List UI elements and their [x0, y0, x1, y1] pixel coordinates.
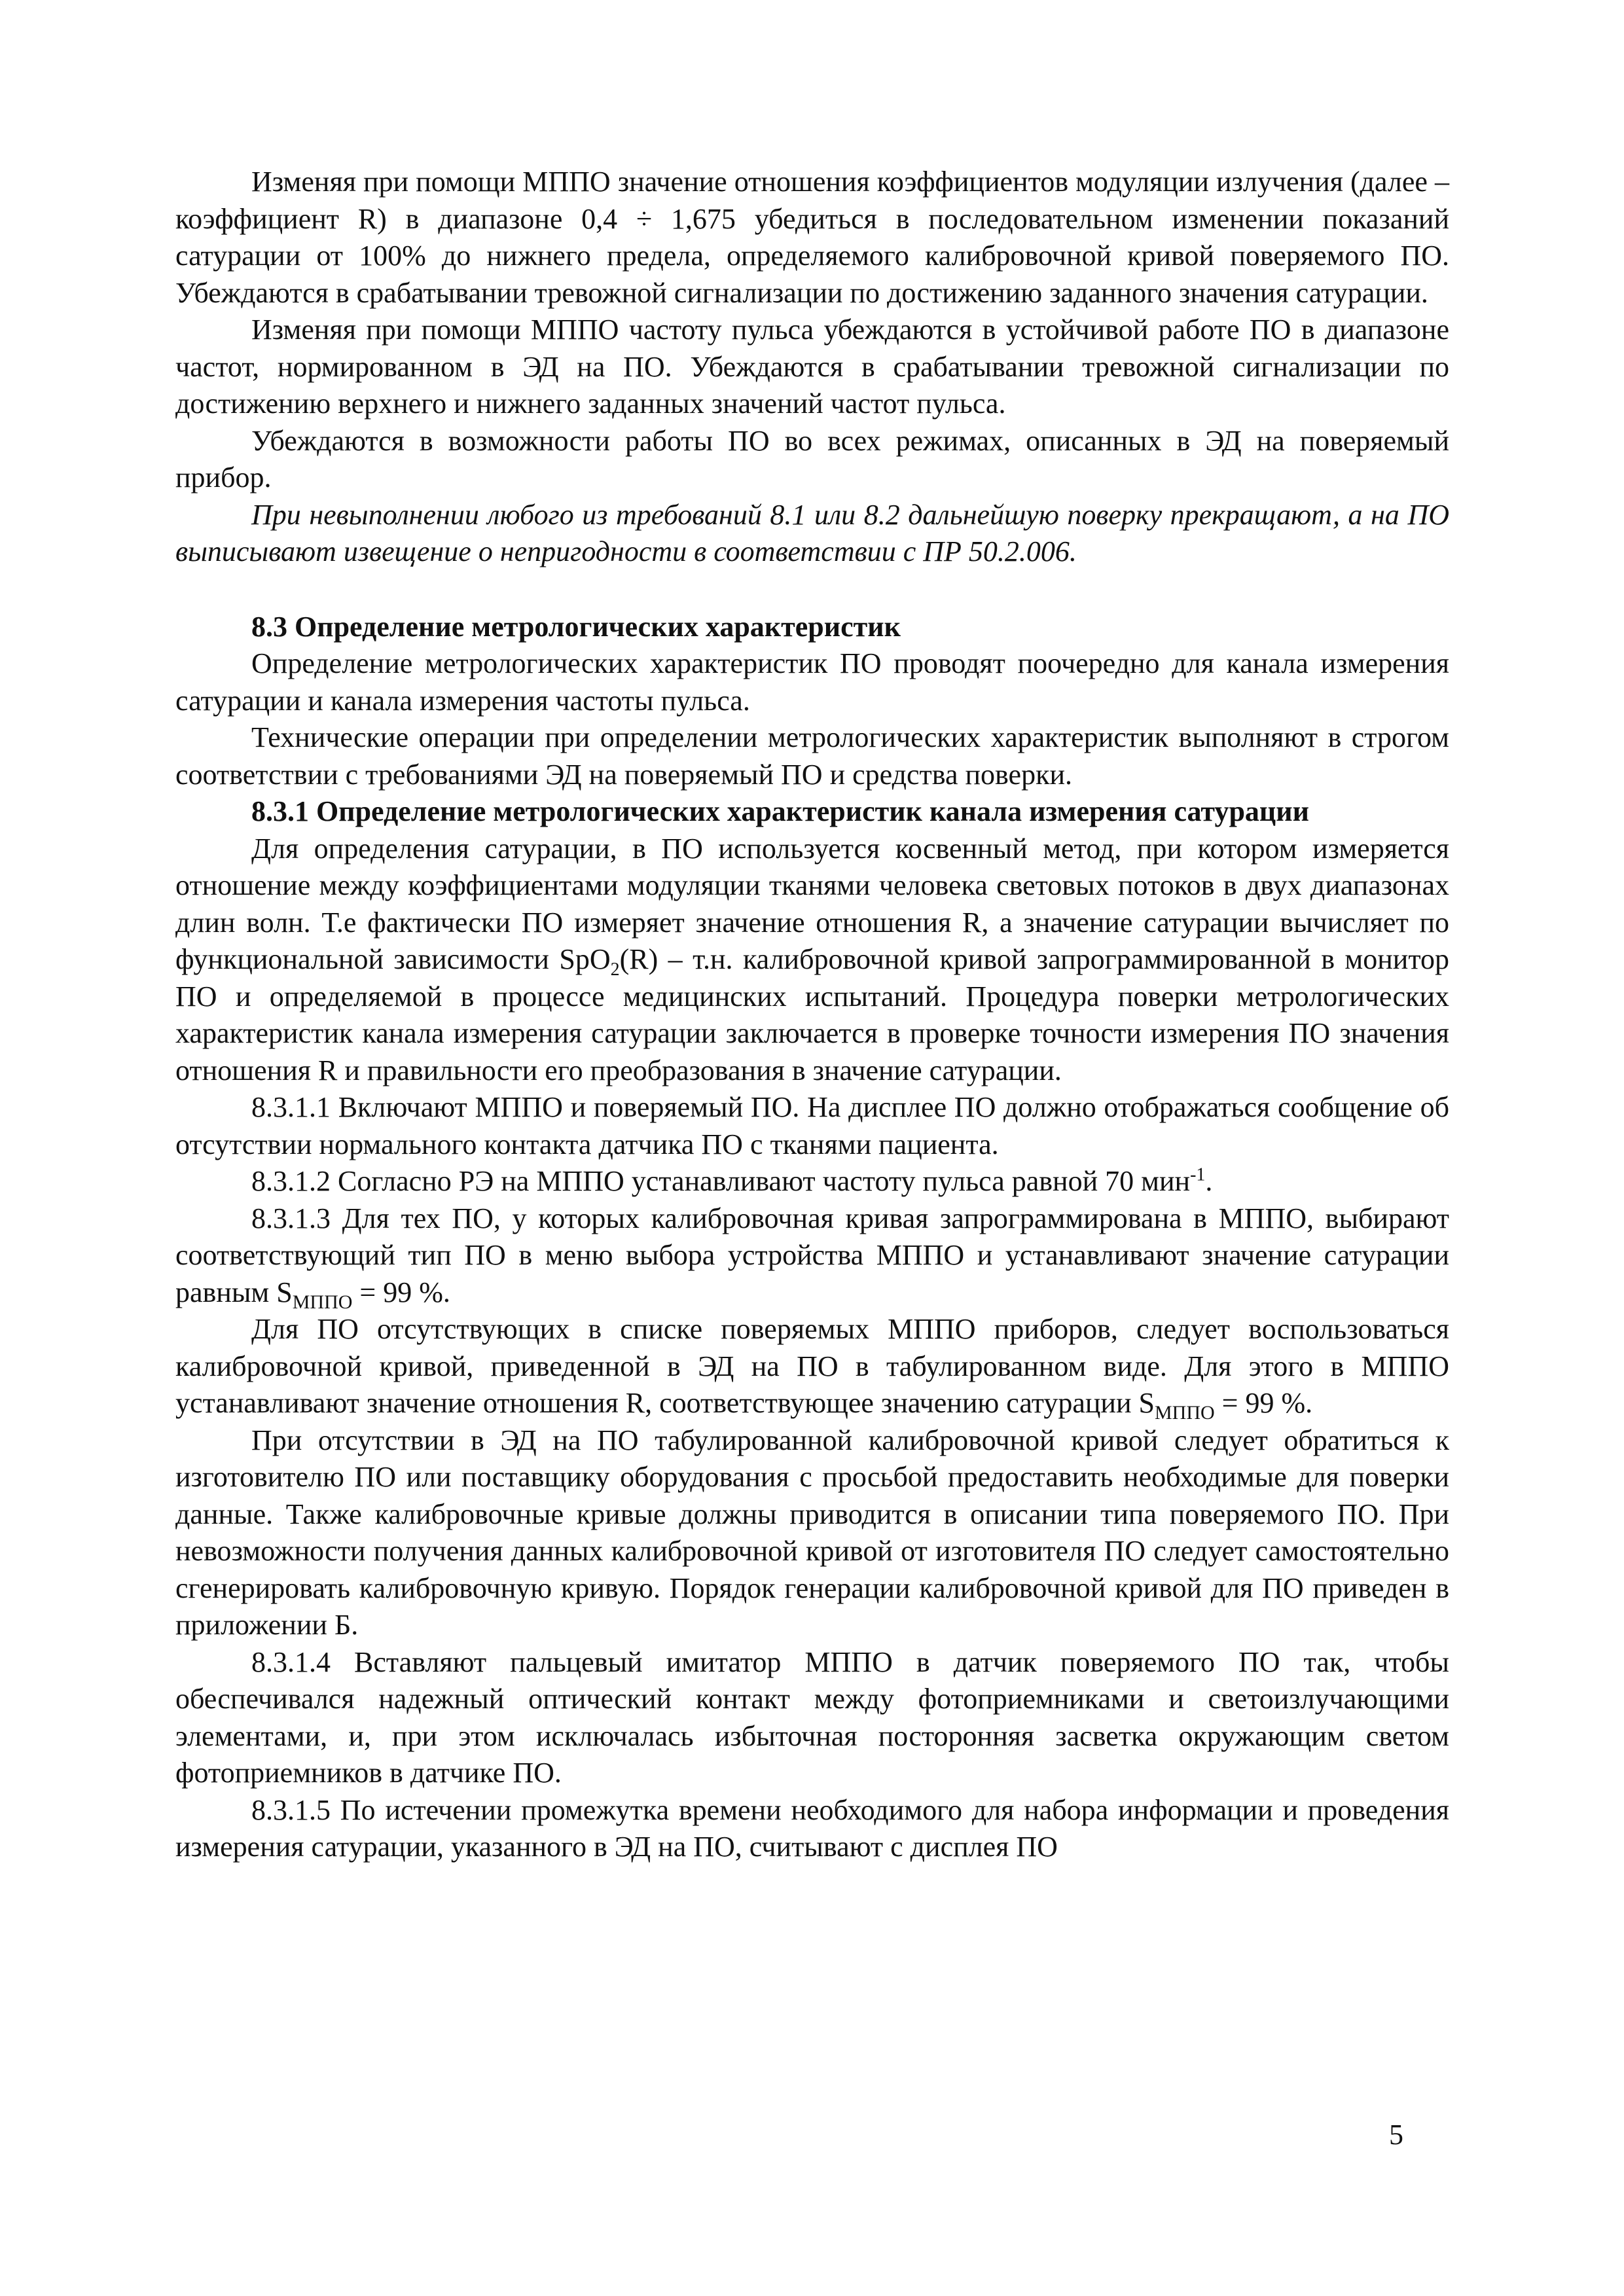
step-8-3-1-3-text: 8.3.1.3 Для тех ПО, у которых калибровочная кривая запрограммирована в МППО, выбирают соответствующий тип ПО в меню выбора устройства МППО и устанавливают значение сатурации равным S	[175, 1202, 1449, 1308]
paragraph-step-8-3-1-2	[175, 1163, 1449, 1200]
section-heading-8-3: 8.3 Определение метрологических характеристик	[251, 610, 901, 643]
not-listed-text: Для ПО отсутствующих в списке поверяемых МППО приборов, следует воспользоваться калибровочной кривой, приведенной в ЭД на ПО в табулированном виде. Для этого в МППО устанавливают значение отношения R, соответствующее значению сатурации S	[175, 1313, 1449, 1419]
section-heading-8-3-1	[175, 793, 1449, 831]
step-8-3-1-3-end: = 99 %.	[352, 1276, 450, 1308]
step-8-3-1-2-text: 8.3.1.2 Согласно РЭ на МППО устанавливают частоту пульса равной 70 мин	[251, 1165, 1191, 1197]
paragraph-pulse-rate: Изменяя при помощи МППО частоту пульса убеждаются в устойчивой работе ПО в диапазоне частот, нормированном в ЭД на ПО. Убеждаются в срабатывании тревожной сигнализации по достижению верхнего и нижнего заданных значений частот пульса.	[175, 314, 1449, 420]
subheading-text: 8.3.1 Определение метрологических характеристик канала измерения сатурации	[251, 795, 1309, 827]
document-body	[175, 164, 1449, 1866]
paragraph-failure-note: При невыполнении любого из требований 8.1 или 8.2 дальнейшую поверку прекращают, а на ПО выписывают извещение о непригодности в соответствии с ПР 50.2.006.	[175, 498, 1449, 567]
s-mppo-subscript-2: МППО	[1155, 1401, 1215, 1424]
step-8-3-1-2-end: .	[1205, 1165, 1213, 1197]
page-number: 5	[1389, 2119, 1403, 2151]
not-listed-end: = 99 %.	[1214, 1387, 1313, 1419]
paragraph-step-8-3-1-3	[175, 1200, 1449, 1312]
paragraph-step-8-3-1-4: 8.3.1.4 Вставляют пальцевый имитатор МППО в датчик поверяемого ПО так, чтобы обеспечивался надежный оптический контакт между фотоприемниками и светоизлучающими элементами, и, при этом исключалась избыточная посторонняя засветка окружающим светом фотоприемников в датчике ПО.	[175, 1645, 1449, 1789]
paragraph-step-8-3-1-1: 8.3.1.1 Включают МППО и поверяемый ПО. На дисплее ПО должно отображаться сообщение об отсутствии нормального контакта датчика ПО с тканями пациента.	[175, 1091, 1449, 1160]
paragraph-step-8-3-1-5: 8.3.1.5 По истечении промежутка времени необходимого для набора информации и проведения измерения сатурации, указанного в ЭД на ПО, считывают с дисплея ПО	[175, 1793, 1449, 1863]
paragraph-not-listed-devices	[175, 1311, 1449, 1422]
paragraph-indirect-method	[175, 831, 1449, 1090]
unit-superscript: -1	[1190, 1164, 1206, 1185]
paragraph-modes: Убеждаются в возможности работы ПО во всех режимах, описанных в ЭД на поверяемый прибор.	[175, 424, 1449, 493]
paragraph-metrology-order: Определение метрологических характеристик ПО проводят поочередно для канала измерения сатурации и канала измерения частоты пульса.	[175, 647, 1449, 717]
paragraph-r-coefficient: Изменяя при помощи МППО значение отношения коэффициентов модуляции излучения (далее – коэффициент R) в диапазоне 0,4 ÷ 1,675 убедиться в последовательном изменении показаний сатурации от 100% до нижнего предела, определяемого калибровочной кривой поверяемого ПО. Убеждаются в срабатывании тревожной сигнализации по достижению заданного значения сатурации.	[175, 166, 1449, 309]
paragraph-missing-calibration-curve: При отсутствии в ЭД на ПО табулированной калибровочной кривой следует обратиться к изготовителю ПО или поставщику оборудования с просьбой предоставить необходимые для поверки данные. Также калибровочные кривые должны приводится в описании типа поверяемого ПО. При невозможности получения данных калибровочной кривой от изготовителя ПО следует самостоятельно сгенерировать калибровочную кривую. Порядок генерации калибровочной кривой для ПО приведен в приложении Б.	[175, 1424, 1449, 1641]
paragraph-technical-operations: Технические операции при определении метрологических характеристик выполняют в строгом соответствии с требованиями ЭД на поверяемый ПО и средства поверки.	[175, 721, 1449, 791]
paragraph-indirect-method-part2: (R) – т.н. калибровочной кривой запрограммированной в монитор ПО и определяемой в процессе медицинских испытаний. Процедура поверки метрологических характеристик канала измерения сатурации заключается в проверке точности измерения ПО значения отношения R и правильности его преобразования в значение сатурации.	[175, 943, 1449, 1086]
s-mppo-subscript: МППО	[292, 1291, 353, 1313]
spo2-subscript: 2	[610, 959, 620, 980]
paragraph-indirect-method-part1: Для определения сатурации, в ПО используется косвенный метод, при котором измеряется отношение между коэффициентами модуляции тканями человека световых потоков в двух диапазонах длин волн. Т.е фактически ПО измеряет значение отношения R, а значение сатурации вычисляет по функциональной зависимости SpO	[175, 832, 1449, 975]
